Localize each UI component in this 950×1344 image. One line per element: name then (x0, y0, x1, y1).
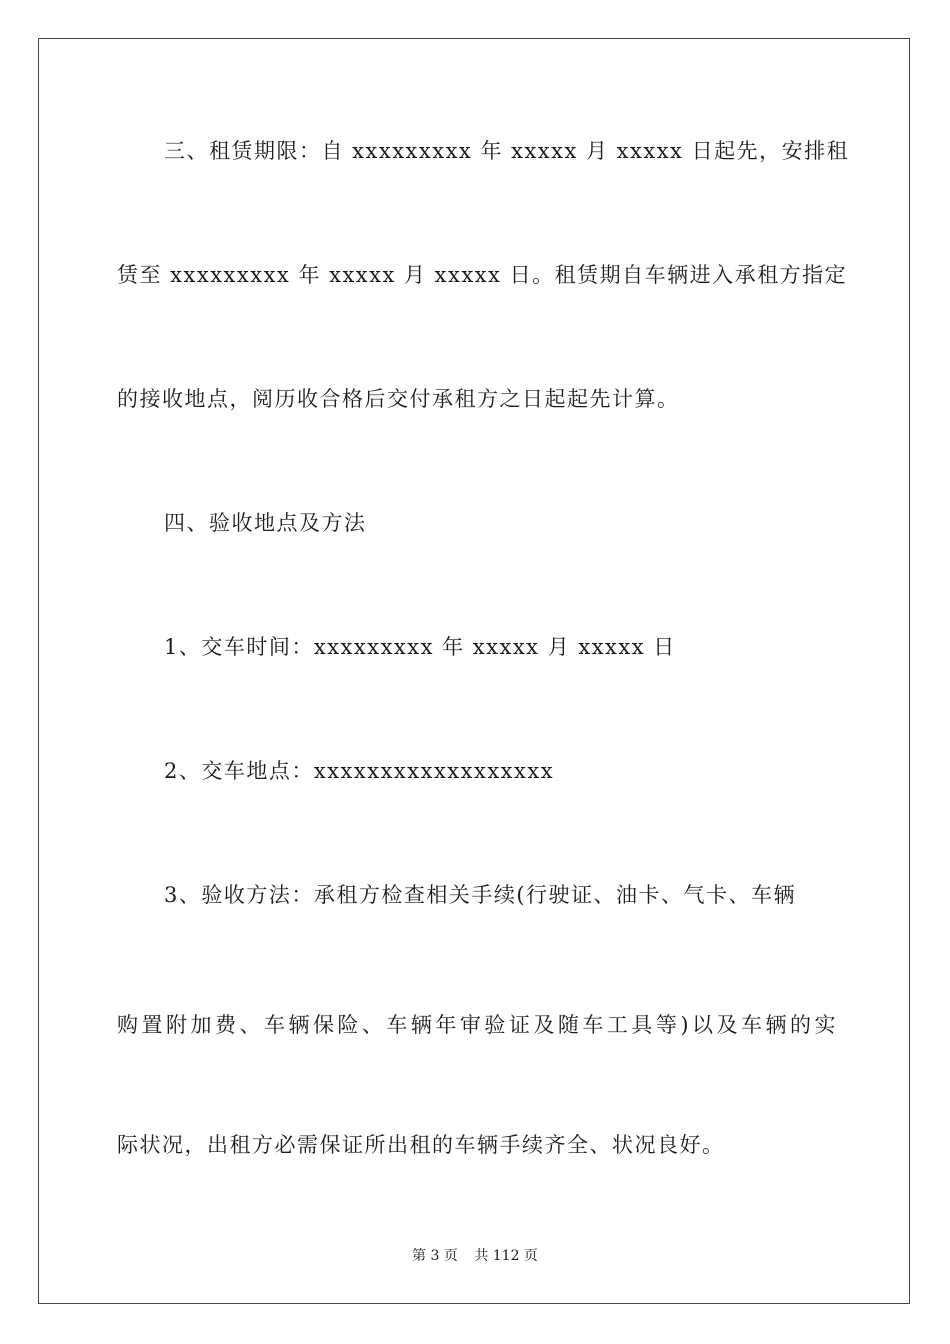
paragraph-line-3: 的接收地点，阅历收合格后交付承租方之日起起先计算。 (117, 387, 680, 411)
list-item-3-line-1: 3、验收方法：承租方检查相关手续(行驶证、油卡、气卡、车辆 (164, 883, 797, 907)
page-border (38, 38, 910, 1304)
page-total: 共 112 页 (474, 1248, 538, 1264)
page-number: 第 3 页 (412, 1248, 458, 1264)
paragraph-line-1: 三、租赁期限：自 xxxxxxxxx 年 xxxxx 月 xxxxx 日起先，安排租 (164, 139, 850, 163)
page-footer (0, 1246, 950, 1266)
list-item-3-line-2: 购置附加费、车辆保险、车辆年审验证及随车工具等)以及车辆的实 (117, 1013, 837, 1037)
section-heading: 四、验收地点及方法 (164, 511, 367, 535)
list-item-1: 1、交车时间：xxxxxxxxx 年 xxxxx 月 xxxxx 日 (164, 635, 676, 659)
paragraph-line-2: 赁至 xxxxxxxxx 年 xxxxx 月 xxxxx 日。租赁期自车辆进入承租方指定 (117, 263, 848, 287)
list-item-2: 2、交车地点：xxxxxxxxxxxxxxxxxx (164, 759, 555, 783)
list-item-3-line-3: 际状况，出租方必需保证所出租的车辆手续齐全、状况良好。 (117, 1133, 725, 1157)
